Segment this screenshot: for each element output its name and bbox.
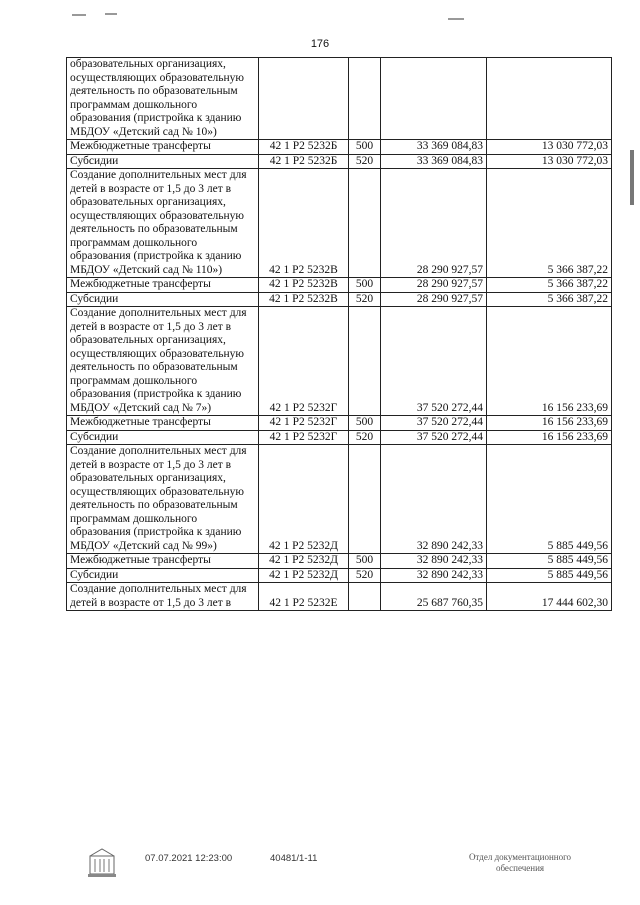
table-row <box>67 140 612 155</box>
cell-amount1 <box>381 58 487 140</box>
page-number: 176 <box>310 38 330 50</box>
scan-speck <box>105 13 117 15</box>
cell-amount2 <box>487 58 612 140</box>
cell-type: 520 <box>349 154 381 169</box>
table-row <box>67 307 612 416</box>
cell-amount1: 37 520 272,44 <box>381 416 487 431</box>
table-row <box>67 445 612 554</box>
cell-name: Создание дополнительных мест для детей в возрасте от 1,5 до 3 лет в образовательных организациях, осуществляющих образовательную деятельность по образовательным программам дошкольного образования (пристройка к зданию МБДОУ «Детский сад № 99») <box>67 445 259 554</box>
department-stamp <box>445 852 595 874</box>
cell-amount2: 5 885 449,56 <box>487 554 612 569</box>
cell-name: Субсидии <box>67 568 259 583</box>
cell-amount1: 28 290 927,57 <box>381 169 487 278</box>
cell-type: 520 <box>349 292 381 307</box>
stamp-line-1: Отдел документационного <box>468 852 572 862</box>
cell-type <box>349 307 381 416</box>
cell-amount1: 37 520 272,44 <box>381 430 487 445</box>
cell-name: Создание дополнительных мест для детей в возрасте от 1,5 до 3 лет в <box>67 583 259 611</box>
emblem-icon <box>88 846 116 880</box>
cell-code: 42 1 Р2 5232Б <box>259 140 349 155</box>
cell-code: 42 1 Р2 5232Д <box>259 445 349 554</box>
cell-code <box>259 58 349 140</box>
scan-speck <box>72 14 86 16</box>
cell-name: Субсидии <box>67 430 259 445</box>
cell-name: образовательных организациях, осуществляющих образовательную деятельность по образовательным программам дошкольного образования (пристройка к зданию МБДОУ «Детский сад № 10») <box>67 58 259 140</box>
cell-code: 42 1 Р2 5232В <box>259 169 349 278</box>
cell-code: 42 1 Р2 5232Е <box>259 583 349 611</box>
cell-type <box>349 445 381 554</box>
cell-name: Межбюджетные трансферты <box>67 278 259 293</box>
cell-amount2: 13 030 772,03 <box>487 154 612 169</box>
cell-code: 42 1 Р2 5232Г <box>259 430 349 445</box>
cell-code: 42 1 Р2 5232Г <box>259 416 349 431</box>
footer-datetime: 07.07.2021 12:23:00 <box>145 853 233 864</box>
stamp-line-2: обеспечения <box>495 863 545 873</box>
cell-type: 520 <box>349 568 381 583</box>
cell-code: 42 1 Р2 5232Д <box>259 554 349 569</box>
table-row <box>67 278 612 293</box>
cell-amount2: 5 366 387,22 <box>487 278 612 293</box>
table-row <box>67 154 612 169</box>
cell-amount1: 33 369 084,83 <box>381 154 487 169</box>
cell-amount2: 16 156 233,69 <box>487 430 612 445</box>
cell-amount2: 16 156 233,69 <box>487 416 612 431</box>
cell-amount2: 5 366 387,22 <box>487 292 612 307</box>
cell-amount1: 37 520 272,44 <box>381 307 487 416</box>
table-row <box>67 430 612 445</box>
table-row <box>67 292 612 307</box>
cell-name: Создание дополнительных мест для детей в возрасте от 1,5 до 3 лет в образовательных организациях, осуществляющих образовательную деятельность по образовательным программам дошкольного образования (пристройка к зданию МБДОУ «Детский сад № 7») <box>67 307 259 416</box>
cell-name: Создание дополнительных мест для детей в возрасте от 1,5 до 3 лет в образовательных организациях, осуществляющих образовательную деятельность по образовательным программам дошкольного образования (пристройка к зданию МБДОУ «Детский сад № 110») <box>67 169 259 278</box>
cell-amount2: 5 366 387,22 <box>487 169 612 278</box>
scan-speck <box>448 18 464 20</box>
cell-name: Межбюджетные трансферты <box>67 416 259 431</box>
table-row <box>67 583 612 611</box>
cell-amount1: 32 890 242,33 <box>381 554 487 569</box>
cell-code: 42 1 Р2 5232В <box>259 292 349 307</box>
cell-code: 42 1 Р2 5232В <box>259 278 349 293</box>
budget-table <box>66 57 612 611</box>
footer-doc-number: 40481/1-11 <box>270 853 318 864</box>
cell-amount2: 5 885 449,56 <box>487 568 612 583</box>
table-row <box>67 554 612 569</box>
cell-name: Субсидии <box>67 292 259 307</box>
cell-amount2: 17 444 602,30 <box>487 583 612 611</box>
cell-code: 42 1 Р2 5232Д <box>259 568 349 583</box>
cell-type: 520 <box>349 430 381 445</box>
cell-amount1: 32 890 242,33 <box>381 568 487 583</box>
cell-type <box>349 583 381 611</box>
scan-edge-mark <box>630 150 634 205</box>
cell-name: Межбюджетные трансферты <box>67 140 259 155</box>
table-row <box>67 58 612 140</box>
cell-amount1: 28 290 927,57 <box>381 292 487 307</box>
cell-amount1: 33 369 084,83 <box>381 140 487 155</box>
cell-amount1: 32 890 242,33 <box>381 445 487 554</box>
budget-table-body <box>67 58 612 611</box>
table-row <box>67 169 612 278</box>
cell-type: 500 <box>349 554 381 569</box>
cell-code: 42 1 Р2 5232Б <box>259 154 349 169</box>
cell-amount1: 28 290 927,57 <box>381 278 487 293</box>
cell-name: Межбюджетные трансферты <box>67 554 259 569</box>
cell-code: 42 1 Р2 5232Г <box>259 307 349 416</box>
cell-type <box>349 58 381 140</box>
cell-type: 500 <box>349 278 381 293</box>
cell-amount1: 25 687 760,35 <box>381 583 487 611</box>
cell-amount2: 5 885 449,56 <box>487 445 612 554</box>
cell-amount2: 16 156 233,69 <box>487 307 612 416</box>
cell-type <box>349 169 381 278</box>
table-row <box>67 416 612 431</box>
cell-type: 500 <box>349 416 381 431</box>
cell-type: 500 <box>349 140 381 155</box>
cell-amount2: 13 030 772,03 <box>487 140 612 155</box>
cell-name: Субсидии <box>67 154 259 169</box>
table-row <box>67 568 612 583</box>
